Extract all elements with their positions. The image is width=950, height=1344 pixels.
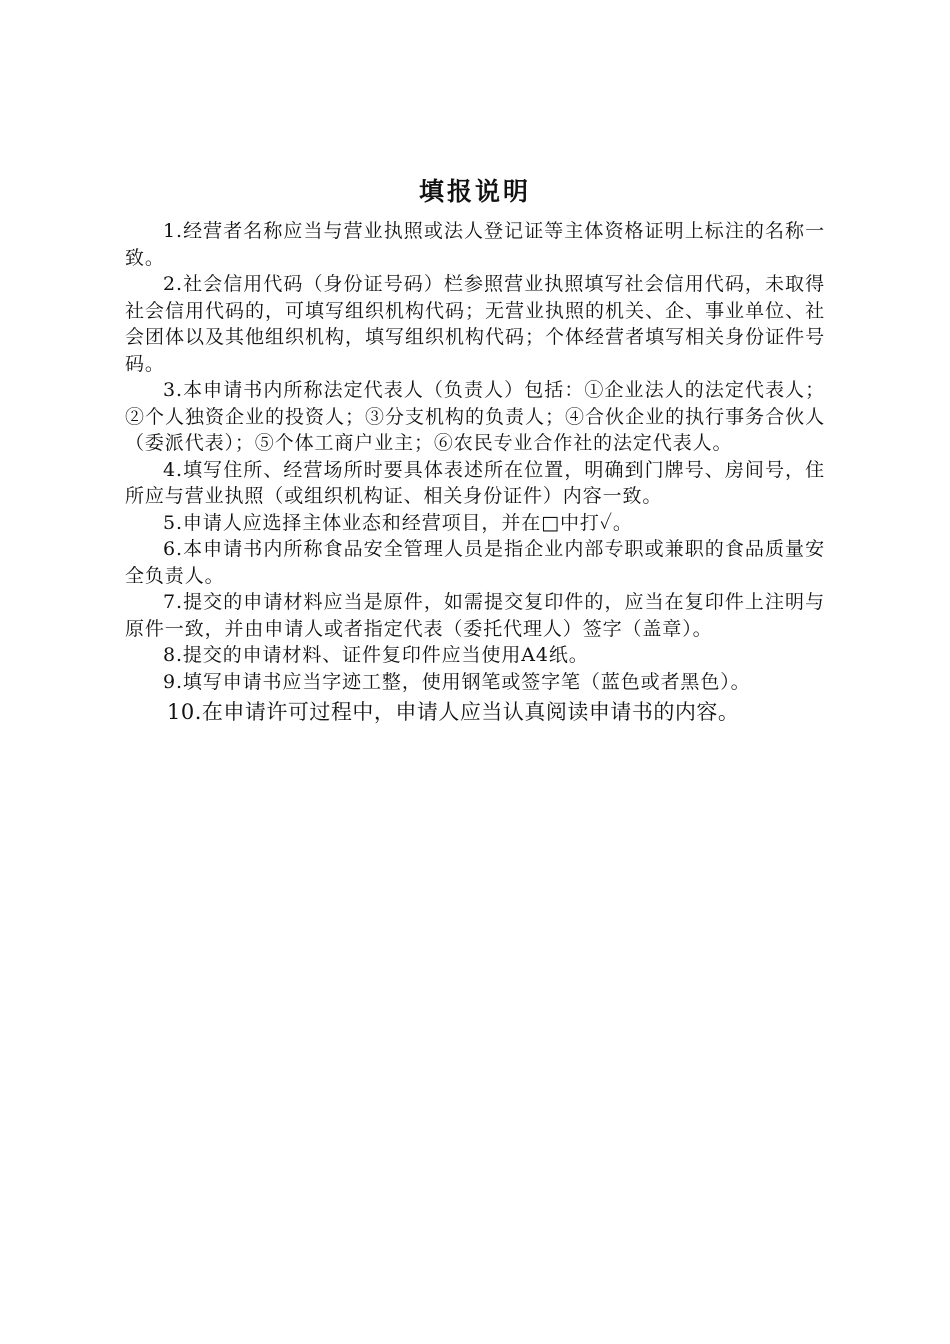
instruction-item-3: 3.本申请书内所称法定代表人（负责人）包括：①企业法人的法定代表人；②个人独资企业的投资人；③分支机构的负责人；④合伙企业的执行事务合伙人（委派代表）；⑤个体工商户业主；⑥农民专业合作社的法定代表人。 — [125, 379, 825, 454]
instruction-item-9: 9.填写申请书应当字迹工整，使用钢笔或签字笔（蓝色或者黑色）。 — [163, 670, 751, 693]
page-title: 填报说明 — [418, 177, 531, 206]
instruction-item-6: 6.本申请书内所称食品安全管理人员是指企业内部专职或兼职的食品质量安全负责人。 — [125, 538, 825, 587]
instruction-item-4: 4.填写住所、经营场所时要具体表述所在位置，明确到门牌号、房间号，住所应与营业执照（或组织机构证、相关身份证件）内容一致。 — [125, 458, 825, 507]
instruction-item-10: 10.在申请许可过程中，申请人应当认真阅读申请书的内容。 — [167, 700, 740, 724]
instruction-item-8: 8.提交的申请材料、证件复印件应当使用A4纸。 — [163, 644, 589, 666]
instruction-item-1: 1.经营者名称应当与营业执照或法人登记证等主体资格证明上标注的名称一致。 — [125, 220, 825, 269]
instruction-item-2: 2.社会信用代码（身份证号码）栏参照营业执照填写社会信用代码，未取得社会信用代码的，可填写组织机构代码；无营业执照的机关、企、事业单位、社会团体以及其他组织机构，填写组织机构代码；个体经营者填写相关身份证件号码。 — [125, 273, 825, 375]
document-page — [125, 172, 825, 727]
instruction-item-5: 5.申请人应选择主体业态和经营项目，并在□中打✓。 — [163, 511, 633, 534]
instruction-item-7: 7.提交的申请材料应当是原件，如需提交复印件的，应当在复印件上注明与原件一致，并由申请人或者指定代表（委托代理人）签字（盖章）。 — [125, 591, 825, 640]
